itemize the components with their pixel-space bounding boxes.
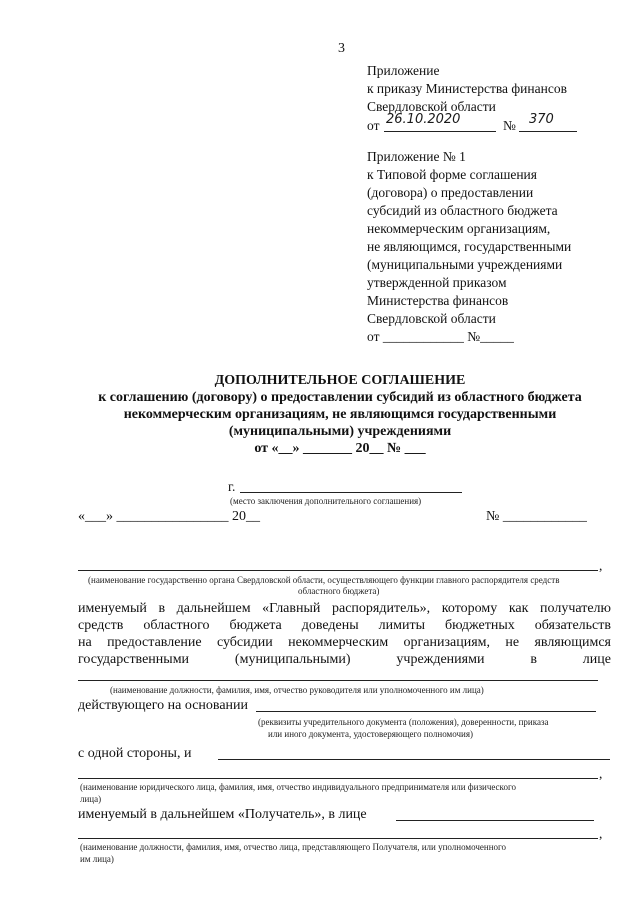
title-line3: некоммерческим организациям, не являющимся государственными bbox=[123, 407, 557, 422]
place-hint: (место заключения дополнительного соглашения) bbox=[230, 496, 422, 506]
appendix-order-no-prefix: № bbox=[503, 118, 516, 133]
representative-comma: , bbox=[599, 826, 603, 841]
representative-field-part1[interactable] bbox=[396, 820, 594, 821]
appendix-order-date-underline bbox=[384, 131, 496, 132]
recipient-comma: , bbox=[599, 766, 603, 781]
appendix-form-date-line: от ____________ №_____ bbox=[367, 329, 514, 344]
page-number: 3 bbox=[338, 41, 345, 56]
appendix-form-line4: субсидий из областного бюджета bbox=[367, 203, 558, 218]
place-prefix: г. bbox=[228, 479, 236, 494]
recipient-hint-line2: лица) bbox=[80, 794, 102, 804]
recipient-label: именуемый в дальнейшем «Получатель», в лице bbox=[78, 807, 367, 822]
appendix-form-line2: к Типовой форме соглашения bbox=[367, 167, 537, 182]
appendix-order-line1: Приложение bbox=[367, 63, 440, 78]
appendix-form-line3: (договора) о предоставлении bbox=[367, 185, 534, 200]
appendix-form-line6: не являющимся, государственными bbox=[367, 239, 572, 254]
appendix-form-line8: утвержденной приказом bbox=[367, 275, 507, 290]
appendix-form-line9: Министерства финансов bbox=[367, 293, 509, 308]
title-line5: от «__» _______ 20__ № ___ bbox=[254, 441, 426, 456]
recipient-name-field-part1[interactable] bbox=[218, 759, 610, 760]
appendix-order-date-handwritten: 26.10.2020 bbox=[386, 112, 461, 127]
authority-field[interactable] bbox=[78, 570, 598, 571]
basis-hint-line2: или иного документа, удостоверяющего полномочия) bbox=[268, 729, 473, 739]
appendix-order-number-underline bbox=[519, 131, 577, 132]
basis-label: действующего на основании bbox=[78, 698, 249, 713]
title-line4: (муниципальными) учреждениями bbox=[228, 424, 452, 439]
agreement-date: «___» ________________ 20__ bbox=[78, 509, 260, 524]
agreement-number: № ____________ bbox=[486, 509, 587, 524]
recipient-hint-line1: (наименование юридического лица, фамилия, имя, отчество индивидуального предпринимателя или физического bbox=[80, 782, 516, 792]
appendix-order-line2: к приказу Министерства финансов bbox=[367, 81, 567, 96]
basis-hint-line1: (реквизиты учредительного документа (положения), доверенности, приказа bbox=[258, 717, 549, 727]
paragraph1-line2: средств областного бюджета доведены лимиты бюджетных обязательств bbox=[78, 618, 611, 633]
title-line1: ДОПОЛНИТЕЛЬНОЕ СОГЛАШЕНИЕ bbox=[214, 373, 466, 388]
appendix-order-number-handwritten: 370 bbox=[529, 112, 554, 127]
title-line2: к соглашению (договору) о предоставлении субсидий из областного бюджета bbox=[98, 390, 582, 405]
appendix-form-line5: некоммерческим организациям, bbox=[367, 221, 551, 236]
place-field[interactable] bbox=[240, 492, 462, 493]
one-side-label: с одной стороны, и bbox=[78, 746, 192, 761]
authority-comma: , bbox=[599, 558, 603, 573]
official-hint: (наименование должности, фамилия, имя, отчество руководителя или уполномоченного им лица) bbox=[110, 685, 484, 695]
appendix-order-date-prefix: от bbox=[367, 118, 380, 133]
recipient-name-field-part2[interactable] bbox=[78, 778, 598, 779]
appendix-order-line3: Свердловской области bbox=[367, 99, 496, 114]
appendix-form-line10: Свердловской области bbox=[367, 311, 496, 326]
official-field[interactable] bbox=[78, 680, 598, 681]
appendix-form-line1: Приложение № 1 bbox=[367, 149, 466, 164]
paragraph1-line3: на предоставление субсидии некоммерческим организациям, не являющимся bbox=[78, 635, 611, 650]
representative-field-part2[interactable] bbox=[78, 838, 598, 839]
authority-hint-line2: областного бюджета) bbox=[298, 586, 380, 596]
representative-hint-line2: им лица) bbox=[80, 854, 114, 864]
paragraph1-line4: государственными (муниципальными) учреждениями в лице bbox=[78, 652, 611, 667]
appendix-form-line7: (муниципальными учреждениями bbox=[367, 257, 563, 272]
paragraph1-line1: именуемый в дальнейшем «Главный распорядитель», которому как получателю bbox=[78, 601, 611, 616]
basis-field[interactable] bbox=[256, 711, 596, 712]
agreement-title bbox=[40, 372, 640, 457]
authority-hint-line1: (наименование государственно органа Свердловской области, осуществляющего функции главного распорядителя средств bbox=[88, 575, 560, 585]
representative-hint-line1: (наименование должности, фамилия, имя, отчество лица, представляющего Получателя, или уполномоченного bbox=[80, 842, 507, 852]
